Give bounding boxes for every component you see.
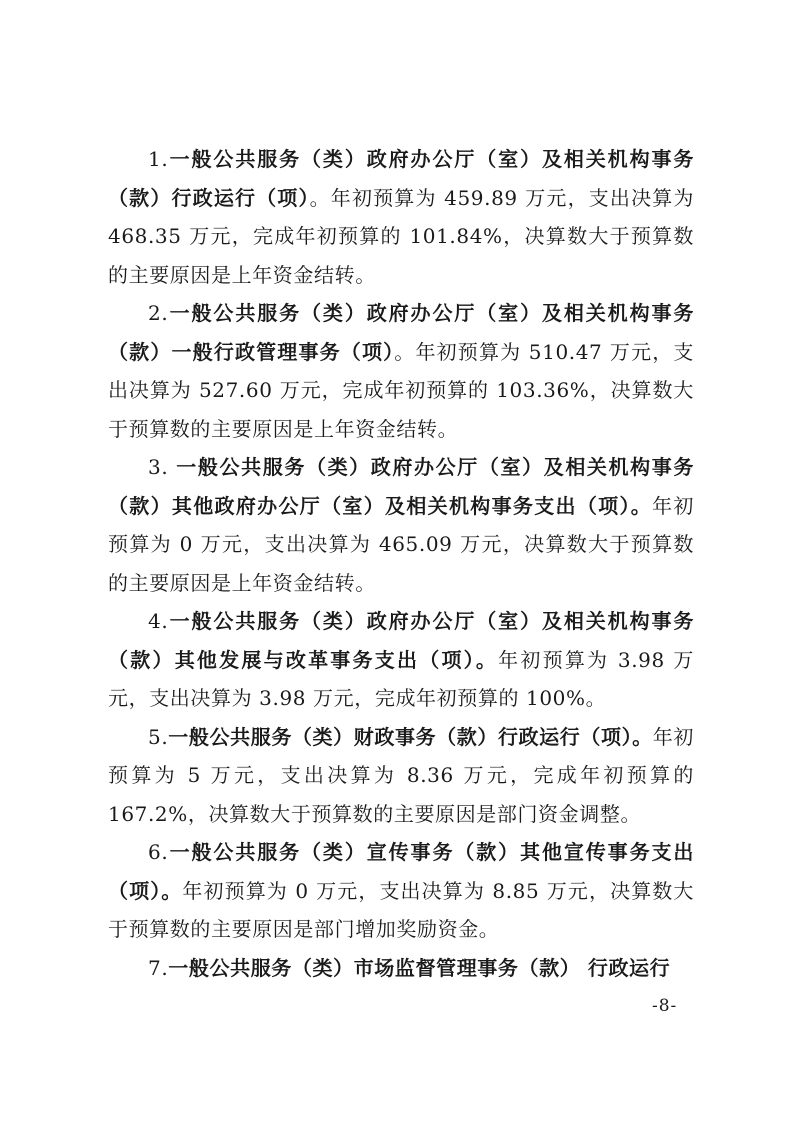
paragraph-heading: 一般公共服务（类）政府办公厅（室）及相关机构事务（款）其他发展与改革事务支出（项）。	[108, 609, 694, 672]
page-number: -8-	[652, 996, 678, 1016]
paragraph-number: 1.	[148, 147, 169, 171]
paragraph-text: 年初预算为 5 万元，支出决算为 8.36 万元，完成年初预算的 167.2%，决算数大于预算数的主要原因是部门资金调整。	[108, 724, 695, 826]
paragraph-1	[108, 140, 694, 294]
paragraph-number: 5.	[148, 724, 169, 749]
paragraph-3	[108, 448, 694, 602]
paragraph-text: 年初预算为 0 万元，支出决算为 465.09 万元，决算数大于预算数的主要原因是上年资金结转。	[108, 493, 694, 595]
paragraph-text: 年初预算为 3.98 万元，支出决算为 3.98 万元，完成年初预算的 100%。	[108, 647, 694, 710]
paragraph-7	[108, 949, 694, 988]
paragraph-number: 4.	[148, 609, 169, 633]
paragraph-number: 7.	[148, 955, 169, 980]
paragraph-5	[108, 718, 694, 834]
paragraph-heading: 一般公共服务（类）财政事务（款）行政运行（项）。	[168, 724, 653, 749]
paragraph-number: 3.	[148, 455, 177, 479]
paragraph-heading: 一般公共服务（类）政府办公厅（室）及相关机构事务（款）行政运行（项）	[108, 147, 694, 210]
paragraph-number: 2.	[148, 301, 169, 325]
paragraph-heading: 一般公共服务（类）政府办公厅（室）及相关机构事务（款）一般行政管理事务（项）	[108, 301, 694, 364]
paragraph-heading: 一般公共服务（类）市场监督管理事务（款） 行政运行	[168, 955, 671, 980]
paragraph-2	[108, 294, 694, 448]
paragraph-heading: 一般公共服务（类）政府办公厅（室）及相关机构事务（款）其他政府办公厅（室）及相关机构事务支出（项）。	[108, 455, 694, 518]
paragraph-heading: 一般公共服务（类）宣传事务（款）其他宣传事务支出（项）。	[108, 840, 694, 903]
paragraph-6	[108, 833, 694, 949]
paragraph-4	[108, 602, 694, 718]
paragraph-text: 。年初预算为 510.47 万元，支出决算为 527.60 万元，完成年初预算的 103.36%，决算数大于预算数的主要原因是上年资金结转。	[108, 339, 694, 441]
paragraph-text: 。年初预算为 459.89 万元，支出决算为 468.35 万元，完成年初预算的 101.84%，决算数大于预算数的主要原因是上年资金结转。	[108, 185, 694, 287]
paragraph-text: 年初预算为 0 万元，支出决算为 8.85 万元，决算数大于预算数的主要原因是部门增加奖励资金。	[108, 878, 694, 941]
paragraph-number: 6.	[148, 840, 169, 864]
document-body	[108, 140, 694, 987]
